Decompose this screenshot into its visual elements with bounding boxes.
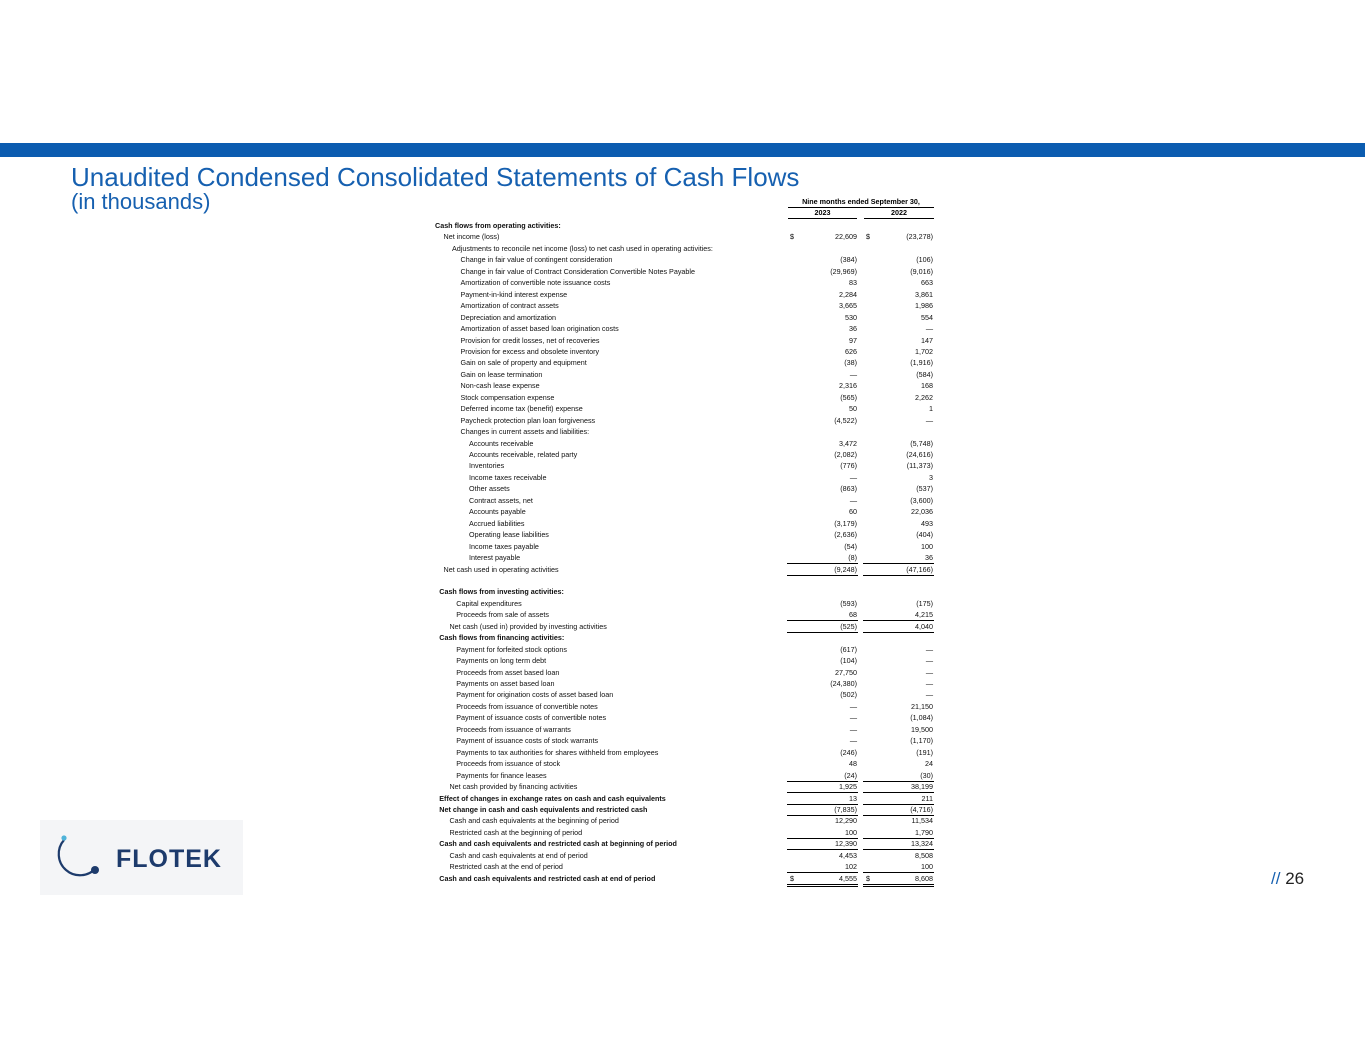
value-2023: (617) [840, 644, 857, 654]
value-2022: (191) [916, 747, 933, 757]
table-row [0, 552, 1365, 564]
row-label: Provision for excess and obsolete inventory [460, 346, 600, 356]
value-2023: 530 [845, 312, 857, 322]
table-row [0, 369, 1365, 381]
table-row [0, 678, 1365, 690]
value-2022: 168 [921, 381, 933, 391]
value-2023: 3,665 [839, 301, 857, 311]
row-label: Cash flows from operating activities: [435, 221, 561, 230]
row-label: Payments for finance leases [456, 770, 547, 780]
value-2022: 2,262 [915, 392, 933, 402]
value-2022: (5,748) [910, 438, 933, 448]
value-2023: (384) [840, 255, 857, 265]
value-2022: 1,790 [915, 827, 933, 837]
value-2023: (863) [840, 484, 857, 494]
row-label: Income taxes receivable [469, 472, 547, 482]
value-2023: (525) [840, 621, 857, 631]
value-2023: (7,835) [834, 804, 857, 814]
row-label: Changes in current assets and liabilities: [460, 427, 590, 437]
value-2022: — [925, 679, 933, 688]
table-row [0, 781, 1365, 793]
table-row [0, 289, 1365, 301]
value-2022: (106) [916, 255, 933, 265]
value-2023: (246) [840, 747, 857, 757]
value-2022: — [925, 644, 933, 654]
table-row [0, 323, 1365, 335]
value-2023: — [849, 736, 857, 746]
row-label: Other assets [469, 484, 510, 494]
table-row [0, 804, 1365, 816]
value-2023: — [849, 495, 857, 505]
value-2022: 38,199 [911, 782, 933, 792]
value-2023: 48 [849, 759, 857, 769]
value-2023: (502) [840, 690, 857, 700]
value-2023: 68 [849, 610, 857, 620]
value-2023: 12,290 [835, 816, 857, 826]
value-2022: (1,916) [910, 358, 933, 368]
value-2023: — [849, 724, 857, 734]
row-label: Gain on lease termination [460, 369, 543, 379]
period-header: Nine months ended September 30, [788, 197, 934, 208]
table-row [0, 426, 1365, 438]
row-label: Depreciation and amortization [460, 312, 556, 322]
value-2022: (30) [920, 770, 933, 780]
value-2023: 1,925 [839, 782, 857, 792]
row-label: Change in fair value of Contract Consideration Convertible Notes Payable [460, 266, 696, 276]
value-2022: (1,084) [910, 713, 933, 723]
value-2022: (23,278) [906, 232, 933, 242]
table-row [0, 735, 1365, 747]
table-row [0, 346, 1365, 358]
row-label: Proceeds from issuance of convertible notes [456, 701, 598, 711]
value-2022: 13,324 [911, 839, 933, 849]
table-row [0, 586, 1365, 598]
table-row [0, 621, 1365, 633]
row-label: Net income (loss) [443, 232, 500, 242]
page-subtitle: (in thousands) [71, 189, 211, 214]
value-2022: 8,608 [915, 873, 933, 883]
value-2023: (2,636) [834, 530, 857, 540]
value-2023: — [849, 713, 857, 723]
table-row [0, 460, 1365, 472]
value-2023: (38) [844, 358, 857, 368]
table-row [0, 277, 1365, 289]
row-label: Cash and cash equivalents and restricted cash at end of period [439, 873, 656, 883]
value-2023: (104) [840, 656, 857, 666]
value-2022: 147 [921, 335, 933, 345]
currency-symbol: $ [790, 232, 794, 242]
value-2022: (1,170) [910, 736, 933, 746]
row-label: Net cash provided by financing activities [449, 782, 578, 792]
table-row [0, 312, 1365, 324]
year-header-2022: 2022 [864, 208, 934, 219]
table-row [0, 564, 1365, 576]
value-2022: 100 [921, 541, 933, 551]
value-2022: 19,500 [911, 724, 933, 734]
row-label: Payment for origination costs of asset based loan [456, 690, 614, 700]
table-row [0, 655, 1365, 667]
row-label: Net change in cash and cash equivalents and restricted cash [439, 804, 648, 814]
value-2022: (175) [916, 598, 933, 608]
value-2022: (537) [916, 484, 933, 494]
value-2023: 4,555 [839, 873, 857, 883]
value-2022: — [925, 690, 933, 700]
row-label: Inventories [469, 461, 505, 471]
value-2023: — [849, 472, 857, 482]
value-2022: 21,150 [911, 701, 933, 711]
value-2023: 4,453 [839, 850, 857, 860]
value-2022: 4,215 [915, 610, 933, 620]
value-2022: 8,508 [915, 850, 933, 860]
table-row [0, 220, 1365, 232]
page-number [1271, 869, 1304, 889]
year-header-2023: 2023 [788, 208, 857, 219]
table-row [0, 495, 1365, 507]
row-label: Restricted cash at the beginning of period [449, 827, 583, 837]
value-2023: (54) [844, 541, 857, 551]
row-label: Cash and cash equivalents and restricted cash at beginning of period [439, 839, 677, 849]
table-row [0, 575, 1365, 587]
row-label: Cash and cash equivalents at end of period [449, 850, 588, 860]
value-2022: 4,040 [915, 621, 933, 631]
value-2023: 12,390 [835, 839, 857, 849]
row-label: Proceeds from issuance of stock [456, 759, 561, 769]
value-2023: — [849, 701, 857, 711]
table-row [0, 472, 1365, 484]
row-label: Net cash used in operating activities [443, 564, 559, 574]
table-row [0, 667, 1365, 679]
currency-symbol: $ [866, 232, 870, 242]
value-2023: (593) [840, 598, 857, 608]
table-row [0, 529, 1365, 541]
value-2023: 60 [849, 507, 857, 517]
table-row [0, 793, 1365, 805]
table-row [0, 632, 1365, 644]
row-label: Contract assets, net [469, 495, 533, 505]
value-2022: (11,373) [906, 461, 933, 471]
table-row [0, 300, 1365, 312]
value-2023: 102 [845, 862, 857, 872]
row-label: Accounts payable [469, 507, 526, 517]
table-row [0, 747, 1365, 759]
value-2023: 97 [849, 335, 857, 345]
row-label: Interest payable [469, 553, 521, 563]
row-label: Accounts receivable [469, 438, 534, 448]
table-row [0, 243, 1365, 255]
table-row [0, 438, 1365, 450]
table-row [0, 541, 1365, 553]
value-2022: 24 [925, 759, 933, 769]
value-2022: (404) [916, 530, 933, 540]
row-label: Paycheck protection plan loan forgiveness [460, 415, 596, 425]
row-label: Effect of changes in exchange rates on cash and cash equivalents [439, 793, 666, 803]
value-2023: 2,316 [839, 381, 857, 391]
value-2022: — [925, 415, 933, 425]
value-2023: (565) [840, 392, 857, 402]
value-2022: 100 [921, 862, 933, 872]
value-2022: (584) [916, 369, 933, 379]
value-2023: 36 [849, 324, 857, 334]
value-2023: (2,082) [834, 450, 857, 459]
table-row [0, 357, 1365, 369]
value-2022: 493 [921, 518, 933, 528]
row-label: Amortization of contract assets [460, 301, 559, 311]
value-2022: 3 [929, 472, 933, 482]
row-label: Accrued liabilities [469, 518, 525, 528]
table-row [0, 712, 1365, 724]
row-label: Payments on asset based loan [456, 679, 555, 688]
total-underline [787, 884, 858, 887]
row-label: Proceeds from asset based loan [456, 667, 560, 677]
row-label: Payments on long term debt [456, 656, 547, 666]
row-label: Restricted cash at the end of period [449, 862, 563, 872]
value-2022: 554 [921, 312, 933, 322]
total-underline [863, 884, 934, 887]
row-label: Gain on sale of property and equipment [460, 358, 587, 368]
table-row [0, 609, 1365, 621]
row-label: Operating lease liabilities [469, 530, 549, 540]
value-2022: (4,716) [910, 804, 933, 814]
value-2022: — [925, 656, 933, 666]
row-label: Non-cash lease expense [460, 381, 540, 391]
table-row [0, 506, 1365, 518]
row-label: Capital expenditures [456, 598, 522, 608]
value-2023: (24) [844, 770, 857, 780]
value-2023: 3,472 [839, 438, 857, 448]
value-2022: 1,702 [915, 346, 933, 356]
value-2022: 22,036 [911, 507, 933, 517]
row-label: Deferred income tax (benefit) expense [460, 404, 583, 414]
table-row [0, 231, 1365, 243]
table-row [0, 689, 1365, 701]
currency-symbol: $ [866, 873, 870, 883]
value-2023: (3,179) [834, 518, 857, 528]
value-2022: 1 [929, 404, 933, 414]
row-label: Stock compensation expense [460, 392, 555, 402]
table-row [0, 254, 1365, 266]
row-label: Change in fair value of contingent consideration [460, 255, 613, 265]
row-label: Provision for credit losses, net of recoveries [460, 335, 600, 345]
value-2022: (24,616) [906, 450, 933, 459]
value-2023: 27,750 [835, 667, 857, 677]
table-row [0, 380, 1365, 392]
table-row [0, 724, 1365, 736]
value-2023: (24,380) [830, 679, 857, 688]
table-row [0, 449, 1365, 461]
table-row [0, 598, 1365, 610]
row-label: Income taxes payable [469, 541, 539, 551]
table-row [0, 403, 1365, 415]
value-2022: 663 [921, 278, 933, 288]
value-2023: (4,522) [834, 415, 857, 425]
value-2022: 36 [925, 553, 933, 563]
row-label: Payment-in-kind interest expense [460, 289, 568, 299]
value-2022: 211 [921, 793, 933, 803]
page-slash: // [1271, 869, 1281, 888]
page-title: Unaudited Condensed Consolidated Statements of Cash Flows [71, 162, 800, 192]
flotek-logo-text: FLOTEK [116, 845, 222, 873]
table-row [0, 415, 1365, 427]
table-row [0, 392, 1365, 404]
value-2023: (29,969) [830, 266, 857, 276]
value-2023: 626 [845, 346, 857, 356]
row-label: Payment of issuance costs of stock warrants [456, 736, 599, 746]
value-2023: (8) [848, 553, 857, 563]
row-label: Proceeds from issuance of warrants [456, 724, 571, 734]
page-number-value: 26 [1285, 869, 1305, 888]
table-row [0, 483, 1365, 495]
row-label: Amortization of asset based loan origination costs [460, 324, 619, 334]
value-2023: 2,284 [839, 289, 857, 299]
value-2022: (47,166) [906, 564, 933, 574]
value-2023: 83 [849, 278, 857, 288]
row-label: Payments to tax authorities for shares withheld from employees [456, 747, 659, 757]
table-row [0, 266, 1365, 278]
value-2023: (9,248) [834, 564, 857, 574]
row-label: Adjustments to reconcile net income (loss) to net cash used in operating activities: [452, 243, 713, 253]
table-row [0, 335, 1365, 347]
row-label: Payment for forfeited stock options [456, 644, 567, 654]
value-2023: 100 [845, 827, 857, 837]
row-label: Proceeds from sale of assets [456, 610, 549, 620]
value-2023: — [849, 369, 857, 379]
value-2022: (9,016) [910, 266, 933, 276]
value-2023: 50 [849, 404, 857, 414]
value-2023: 22,609 [835, 232, 857, 242]
row-label: Cash flows from financing activities: [439, 633, 565, 643]
value-2022: (3,600) [910, 495, 933, 505]
value-2022: 11,534 [911, 816, 933, 826]
currency-symbol: $ [790, 873, 794, 883]
table-row [0, 758, 1365, 770]
table-row [0, 701, 1365, 713]
value-2023: (776) [840, 461, 857, 471]
value-2022: — [925, 667, 933, 677]
value-2023: 13 [849, 793, 857, 803]
flotek-ring-icon [54, 832, 102, 880]
table-row [0, 518, 1365, 530]
row-label: Payment of issuance costs of convertible notes [456, 713, 607, 723]
table-row [0, 644, 1365, 656]
top-accent-bar [0, 143, 1365, 157]
row-label: Cash flows from investing activities: [439, 587, 564, 597]
value-2022: 3,861 [915, 289, 933, 299]
value-2022: 1,986 [915, 301, 933, 311]
row-label: Cash and cash equivalents at the beginning of period [449, 816, 619, 826]
row-label: Accounts receivable, related party [469, 450, 578, 459]
value-2022: — [925, 324, 933, 334]
row-label: Amortization of convertible note issuance costs [460, 278, 611, 288]
table-row [0, 770, 1365, 782]
row-label: Net cash (used in) provided by investing activities [449, 621, 607, 631]
